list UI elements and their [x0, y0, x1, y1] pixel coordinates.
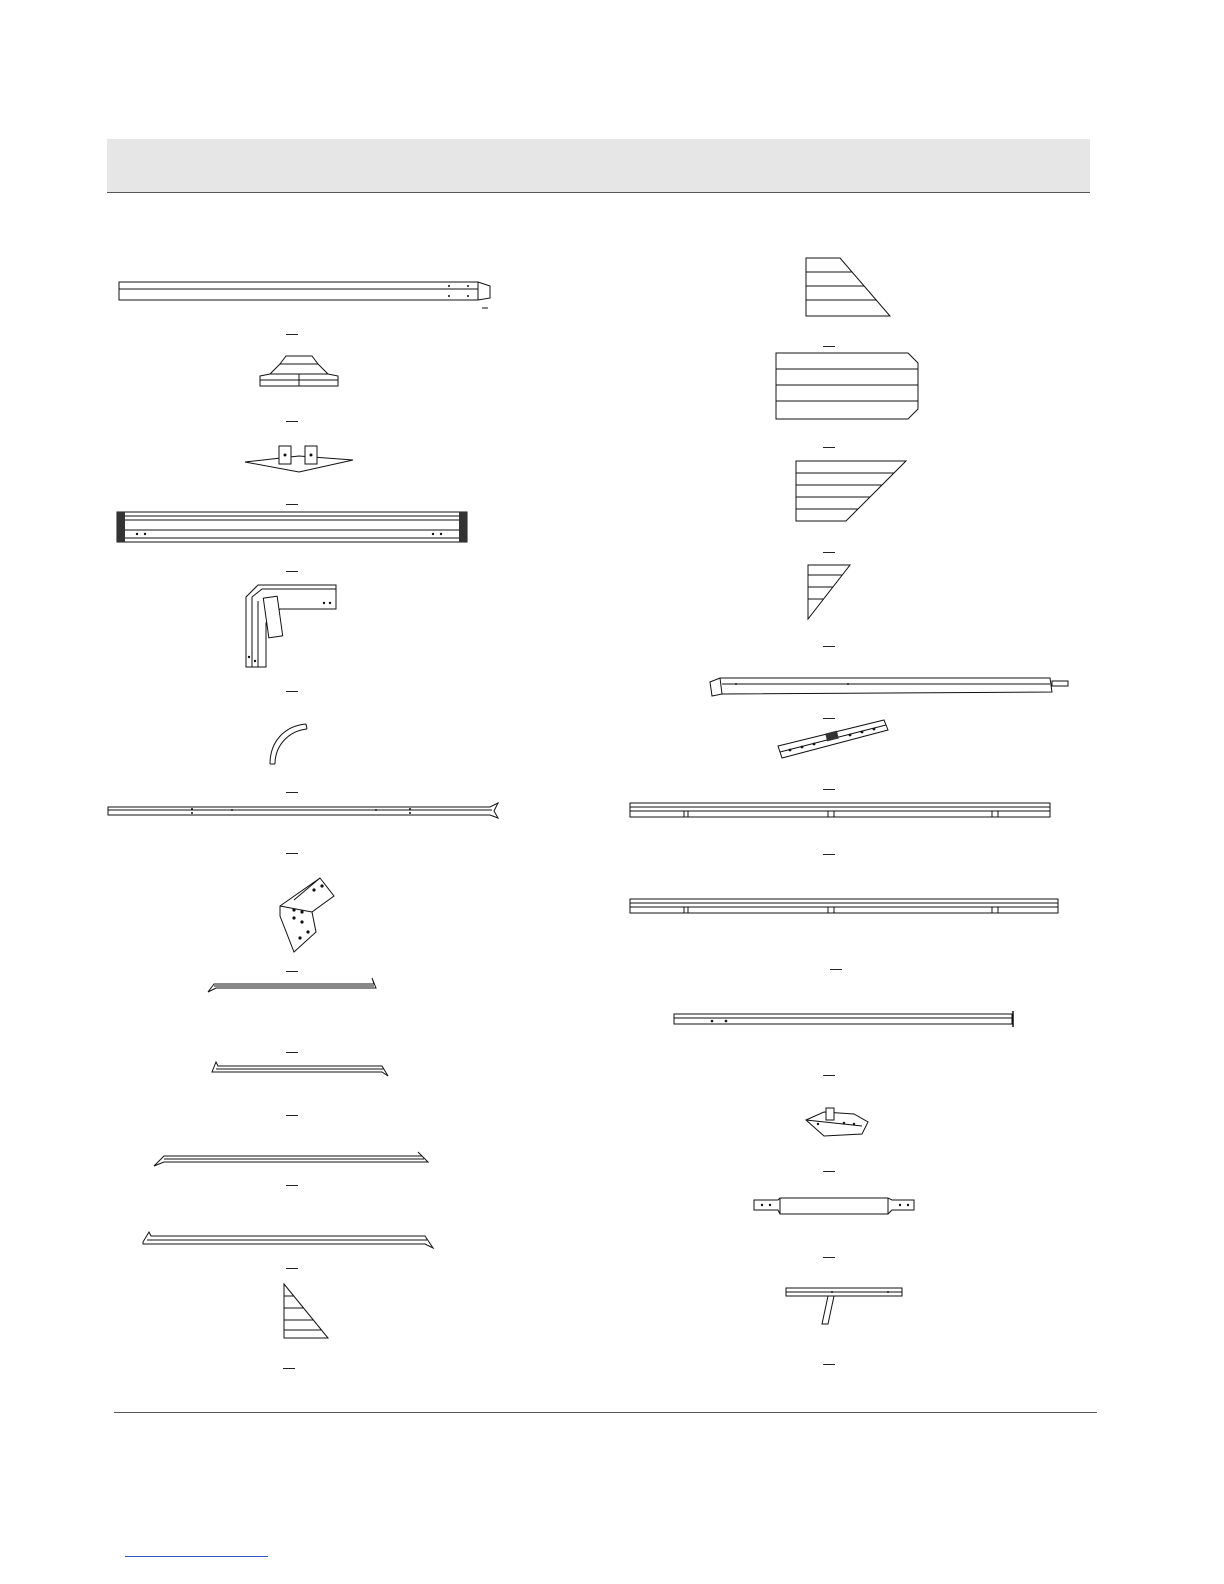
- part-tie-bar: [672, 1010, 1018, 1028]
- part-label-dash: [823, 1171, 835, 1172]
- small-gable-panel-drawing: [282, 1282, 332, 1342]
- part-post: [116, 278, 496, 318]
- part-rafter-b: [210, 1058, 392, 1078]
- part-gable-panel-d: [806, 563, 852, 621]
- part-label-dash: [286, 1268, 298, 1269]
- purlin-a-drawing: [628, 801, 1052, 819]
- gable-panel-c-drawing: [794, 459, 910, 523]
- section-header-band: [107, 139, 1090, 193]
- part-label-dash: [286, 691, 298, 692]
- part-rafter-c: [152, 1150, 432, 1168]
- post-drawing: [116, 278, 496, 318]
- part-label-dash: [823, 1364, 835, 1365]
- part-label-dash: [823, 1257, 835, 1258]
- post-cap-drawing: [258, 352, 340, 394]
- tie-bar-drawing: [672, 1010, 1018, 1028]
- t-brace-drawing: [784, 1284, 906, 1326]
- rafter-b-drawing: [210, 1058, 392, 1078]
- part-hinge-bracket: [776, 718, 890, 762]
- part-post-base-bracket: [243, 440, 355, 478]
- part-curved-brace: [266, 722, 310, 768]
- part-label-dash: [286, 1185, 298, 1186]
- part-angle-plate: [276, 876, 336, 956]
- part-beam-channel: [115, 510, 471, 544]
- part-gable-panel-b: [774, 351, 920, 421]
- part-label-dash: [823, 552, 835, 553]
- part-label-dash: [823, 447, 835, 448]
- part-purlin-a: [628, 801, 1052, 819]
- part-label-dash: [286, 853, 298, 854]
- part-ridge-tube: [706, 674, 1072, 700]
- gable-panel-d-drawing: [806, 563, 852, 621]
- part-purlin-b: [628, 897, 1060, 915]
- part-ridge-connector: [804, 1104, 870, 1140]
- part-label-dash: [830, 969, 842, 970]
- part-label-dash: [286, 1115, 298, 1116]
- part-label-dash: [286, 334, 298, 335]
- part-label-dash: [286, 971, 298, 972]
- post-base-bracket-drawing: [243, 440, 355, 478]
- ridge-connector-drawing: [804, 1104, 870, 1140]
- footer-rule: [114, 1412, 1097, 1413]
- part-long-rail: [106, 800, 500, 822]
- part-gable-panel-a: [804, 256, 894, 318]
- gable-panel-a-drawing: [804, 256, 894, 318]
- beam-channel-drawing: [115, 510, 471, 544]
- part-label-dash: [286, 421, 298, 422]
- part-splice-plate: [752, 1196, 918, 1216]
- rafter-c-drawing: [152, 1150, 432, 1168]
- splice-plate-drawing: [752, 1196, 918, 1216]
- part-label-dash: [823, 1075, 835, 1076]
- part-small-gable-panel: [282, 1282, 332, 1342]
- part-label-dash: [283, 1368, 295, 1369]
- part-rafter-a: [206, 976, 378, 994]
- hinge-bracket-drawing: [776, 718, 890, 762]
- gable-panel-b-drawing: [774, 351, 920, 421]
- corner-bracket-drawing: [244, 583, 340, 669]
- footer-link-underline[interactable]: [125, 1556, 268, 1557]
- purlin-b-drawing: [628, 897, 1060, 915]
- part-label-dash: [823, 346, 835, 347]
- part-gable-panel-c: [794, 459, 910, 523]
- part-label-dash: [286, 792, 298, 793]
- part-label-dash: [286, 1052, 298, 1053]
- part-label-dash: [823, 854, 835, 855]
- rafter-a-drawing: [206, 976, 378, 994]
- long-rail-drawing: [106, 800, 500, 822]
- angle-plate-drawing: [276, 876, 336, 956]
- part-label-dash: [823, 646, 835, 647]
- part-label-dash: [286, 571, 298, 572]
- part-post-cap: [258, 352, 340, 394]
- part-label-dash: [823, 789, 835, 790]
- rafter-d-drawing: [141, 1228, 437, 1250]
- ridge-tube-drawing: [706, 674, 1072, 700]
- part-corner-bracket: [244, 583, 340, 669]
- part-t-brace: [784, 1284, 906, 1326]
- curved-brace-drawing: [266, 722, 310, 768]
- part-label-dash: [286, 504, 298, 505]
- part-rafter-d: [141, 1228, 437, 1250]
